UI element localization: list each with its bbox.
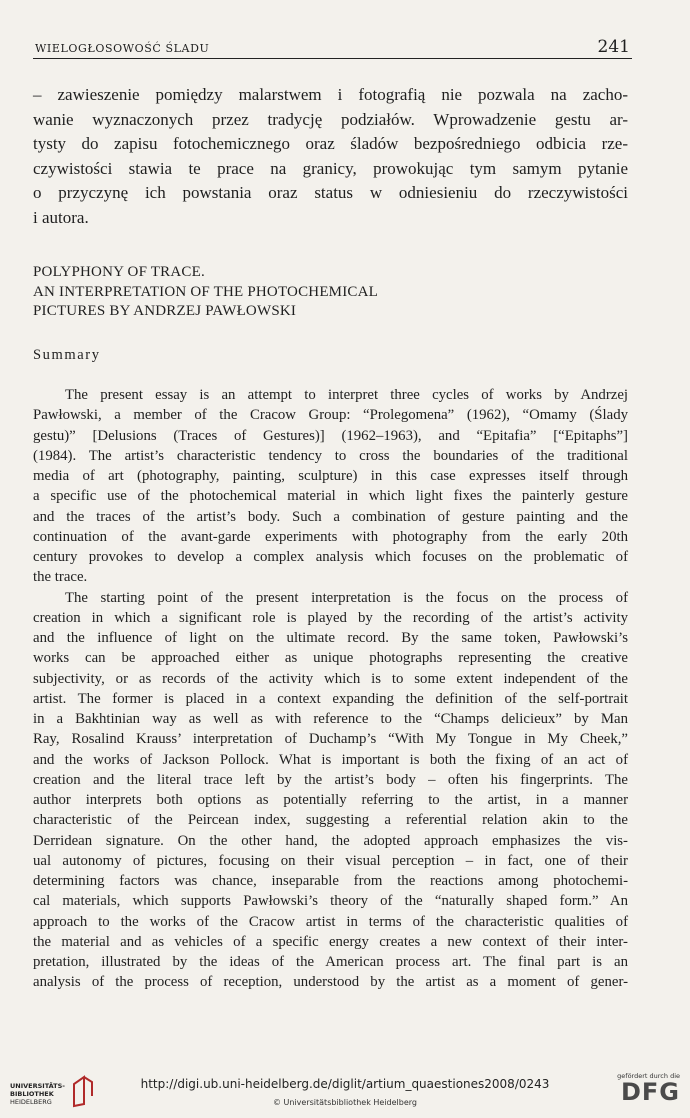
english-title bbox=[33, 263, 628, 322]
text-line: tysty do zapisu fotochemicznego oraz śladów bezpośredniego odbicia rze- bbox=[33, 134, 628, 153]
text-line: gestu)” [Delusions (Traces of Gestures)] (1962–1963), and “Epitafia” [“Epitaphs”] bbox=[33, 427, 628, 444]
text-line: and the traces of the artist’s body. Such a combination of gesture painting and the bbox=[33, 508, 628, 525]
paragraph-2 bbox=[33, 588, 628, 993]
polish-paragraph bbox=[33, 83, 628, 230]
text-line: – zawieszenie pomiędzy malarstwem i fotografią nie pozwala na zacho- bbox=[33, 85, 628, 104]
text-line: i autora. bbox=[33, 207, 89, 227]
text-line: media of art (photography, painting, sculpture) in this case expresses itself through bbox=[33, 468, 628, 484]
source-url-link[interactable]: http://digi.ub.uni-heidelberg.de/diglit/artium_quaestiones2008/0243 bbox=[140, 1077, 550, 1091]
text-line: Derridean signature. On the other hand, the adopted approach emphasizes the vis- bbox=[33, 832, 628, 849]
text-line: subjectivity, or as records of the activity which is to some extent independent of the bbox=[33, 670, 628, 687]
text-line: The present essay is an attempt to interpret three cycles of works by Andrzej bbox=[65, 387, 628, 403]
digitization-footer bbox=[0, 1064, 690, 1118]
text-line: and the influence of light on the ultimate record. By the same token, Pawłowski’s bbox=[33, 630, 628, 646]
text-line: the material and as vehicles of a specific energy creates a new context of their inter- bbox=[33, 933, 628, 950]
text-line: wanie wyznaczonych przez tradycję podziałów. Wprowadzenie gestu ar- bbox=[33, 109, 628, 129]
text-line: approach to the works of the Cracow artist in terms of the characteristic qualities of bbox=[33, 913, 628, 930]
running-header bbox=[33, 34, 632, 59]
text-line: ual autonomy of pictures, focusing on their visual perception – in fact, one of their bbox=[33, 852, 628, 869]
copyright-notice: © Universitätsbibliothek Heidelberg bbox=[272, 1098, 417, 1107]
text-line: czywistości stawia te prace na granicy, prowokując tym samym pytanie bbox=[33, 158, 628, 178]
text-line: Pawłowski, a member of the Cracow Group: “Prolegomena” (1962), “Omamy (Ślady bbox=[33, 407, 628, 424]
page-number: 241 bbox=[597, 37, 630, 57]
text-line: determining factors was chance, inseparable from the reactions among photochemi- bbox=[33, 873, 628, 889]
text-line: continuation of the avant-garde experiments with photography from the early 20th bbox=[33, 528, 628, 545]
summary-label: Summary bbox=[33, 347, 101, 363]
dfg-logo-text: DFG bbox=[620, 1078, 680, 1106]
running-title: WIELOGŁOSOWOŚĆ ŚLADU bbox=[35, 42, 210, 55]
text-line: The starting point of the present interpretation is the focus on the process of bbox=[65, 589, 628, 606]
library-logo-text: UNIVERSITÄTS- BIBLIOTHEK HEIDELBERG bbox=[10, 1082, 65, 1106]
funder-logo bbox=[617, 1072, 680, 1104]
text-line: artist. The former is placed in a context expanding the definition of the self-portrait bbox=[33, 690, 628, 707]
text-line: (1984). The artist’s characteristic tendency to cross the boundaries of the traditional bbox=[33, 447, 628, 464]
text-line: o przyczynę ich powstania oraz status w odniesieniu do rzeczywistości bbox=[33, 183, 628, 202]
english-summary-body bbox=[33, 385, 628, 993]
text-line: Ray, Rosalind Krauss’ interpretation of Duchamp’s “With My Tongue in My Cheek,” bbox=[33, 731, 628, 748]
text-line: century provokes to develop a complex analysis which focuses on the problematic of bbox=[33, 549, 628, 565]
text-line: characteristic of the Peircean index, suggesting a referential relation akin to the bbox=[33, 812, 628, 829]
text-line: pretation, illustrated by the ideas of the American process art. The final part is an bbox=[33, 954, 628, 970]
funder-label: gefördert durch die bbox=[617, 1072, 680, 1080]
text-line: works can be approached either as unique photographs representing the creative bbox=[33, 650, 628, 667]
title-line: POLYPHONY OF TRACE. bbox=[33, 264, 205, 280]
text-line: the trace. bbox=[33, 569, 88, 586]
text-line: in a Bakhtinian way as well as with reference to the “Champs delicieux” by Man bbox=[33, 711, 628, 727]
text-line: creation in which a significant role is played by the recording of the artist’s activity bbox=[33, 609, 628, 626]
paragraph-1 bbox=[33, 385, 628, 588]
text-line: creation and the literal trace left by the artist’s body – often his fingerprints. The bbox=[33, 771, 628, 788]
title-line: AN INTERPRETATION OF THE PHOTOCHEMICAL bbox=[33, 283, 379, 300]
text-line: analysis of the process of reception, understood by the artist as a moment of gener- bbox=[33, 974, 628, 991]
title-line: PICTURES BY ANDRZEJ PAWŁOWSKI bbox=[33, 303, 297, 319]
text-line: author interprets both options as potentially referring to the artist, in a manner bbox=[33, 792, 628, 808]
text-line: cal materials, which supports Pawłowski’s theory of the “naturally shaped form.” An bbox=[33, 893, 628, 910]
text-line: and the works of Jackson Pollock. What is important is both the fixing of an act of bbox=[33, 751, 628, 768]
text-line: a specific use of the photochemical material in which light fixes the painterly gesture bbox=[33, 488, 628, 505]
